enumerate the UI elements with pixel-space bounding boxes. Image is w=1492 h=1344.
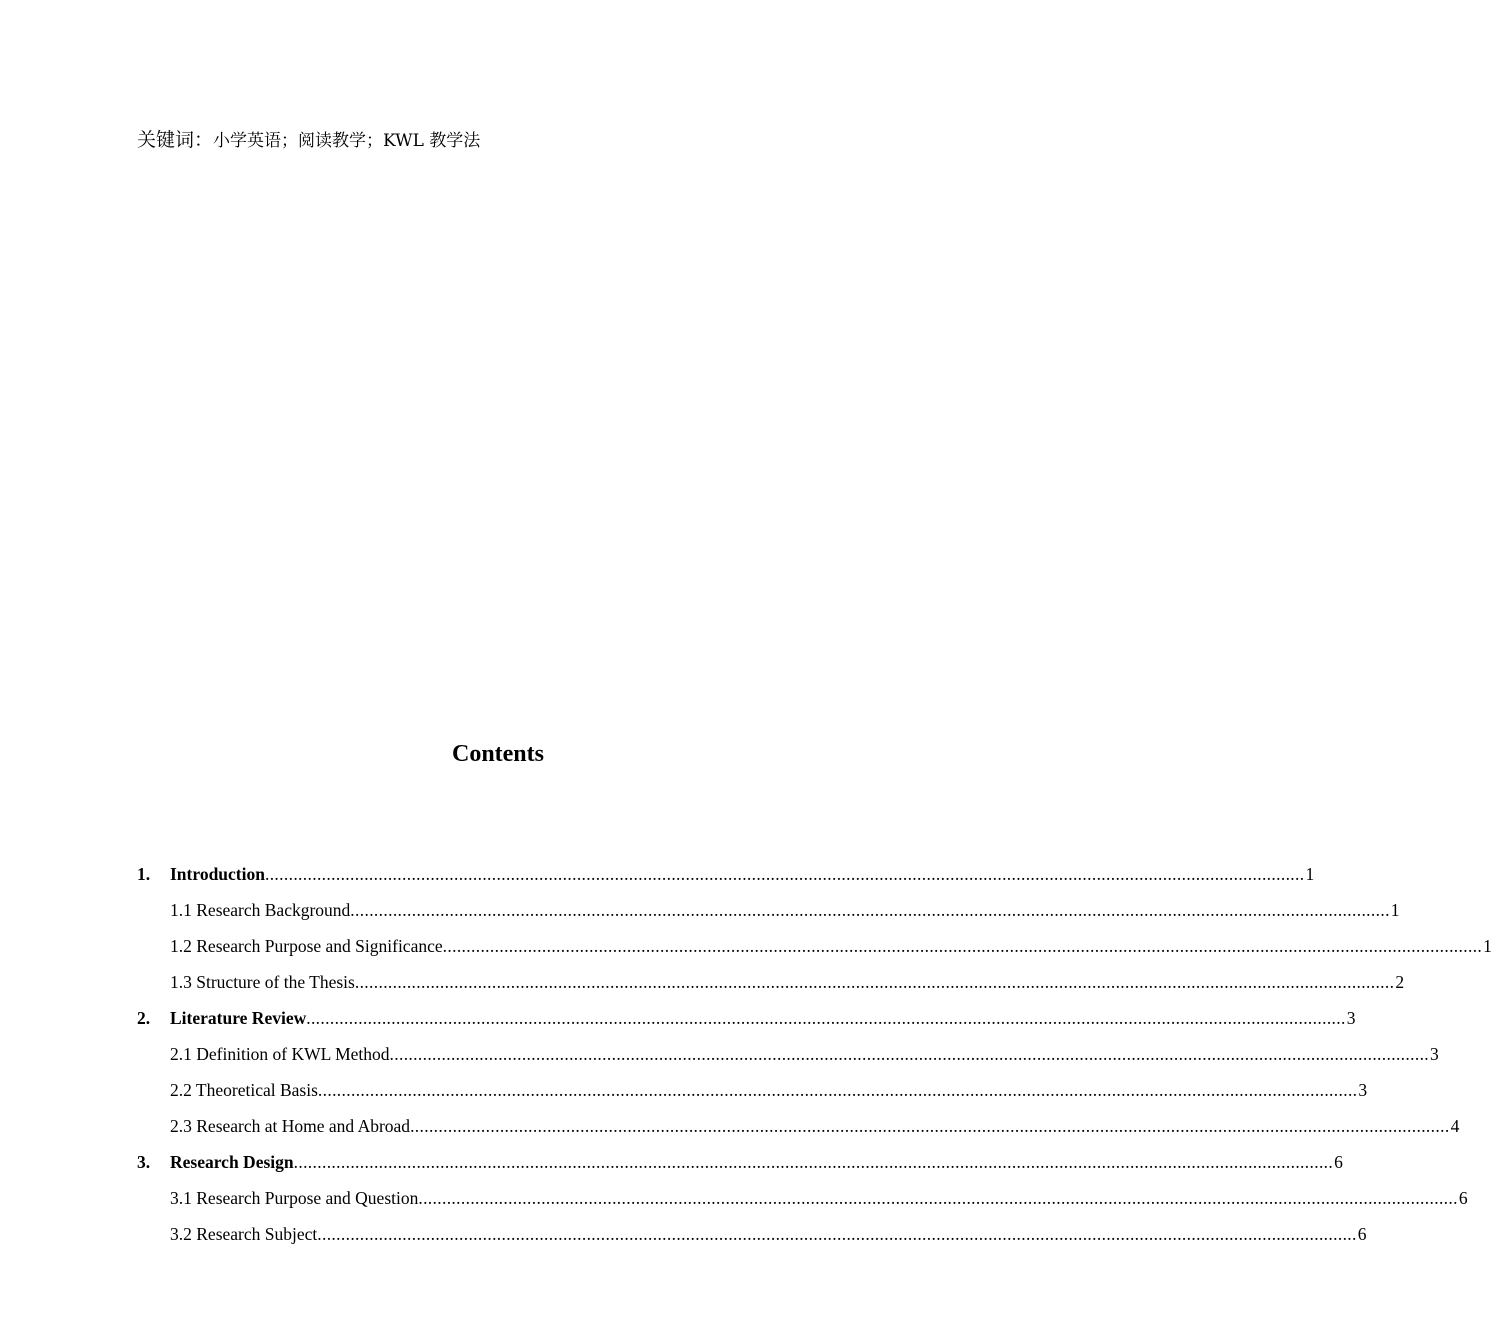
- toc-dot-leader: ............................................................................................................................................................................................................................: [418, 1188, 1458, 1208]
- toc-dot-leader: ............................................................................................................................................................................................................................: [317, 1224, 1357, 1244]
- toc-entry[interactable]: [137, 1108, 1460, 1144]
- toc-entry[interactable]: [137, 1216, 1367, 1252]
- toc-dot-leader: ............................................................................................................................................................................................................................: [442, 936, 1483, 956]
- toc-entry-label: Research Design: [170, 1152, 294, 1172]
- toc-entry[interactable]: [137, 1180, 1468, 1216]
- toc-entry-label: 3.2 Research Subject: [170, 1224, 318, 1244]
- toc-entry-page-number: 1: [1305, 864, 1315, 884]
- toc-entry[interactable]: [137, 1000, 1356, 1036]
- contents-title: Contents: [451, 741, 544, 767]
- keywords-label: 关键词：: [137, 129, 214, 151]
- toc-entry-label: 2.3 Research at Home and Abroad: [170, 1116, 411, 1136]
- toc-dot-leader: ............................................................................................................................................................................................................................: [350, 900, 1390, 920]
- toc-entry-label: Literature Review: [170, 1008, 307, 1028]
- toc-entry-number: 2.: [137, 1008, 151, 1028]
- toc-entry[interactable]: [137, 1036, 1439, 1072]
- table-of-contents: [137, 856, 1492, 1252]
- toc-entry[interactable]: [137, 1072, 1368, 1108]
- toc-entry[interactable]: [137, 856, 1315, 892]
- toc-entry-label: 1.3 Structure of the Thesis: [170, 972, 355, 992]
- toc-entry-page-number: 3: [1358, 1080, 1368, 1100]
- toc-entry-label: Introduction: [170, 864, 265, 884]
- toc-entry[interactable]: [137, 928, 1492, 964]
- toc-entry-page-number: 2: [1395, 972, 1405, 992]
- toc-entry-label: 2.2 Theoretical Basis: [170, 1080, 318, 1100]
- toc-dot-leader: ............................................................................................................................................................................................................................: [306, 1008, 1346, 1028]
- toc-dot-leader: ............................................................................................................................................................................................................................: [389, 1044, 1430, 1064]
- toc-entry-number: 3.: [137, 1152, 151, 1172]
- toc-entry-page-number: 1: [1390, 900, 1400, 920]
- toc-dot-leader: ............................................................................................................................................................................................................................: [354, 972, 1395, 992]
- keywords-text: 小学英语；阅读教学；KWL 教学法: [213, 131, 481, 151]
- keywords-line: [137, 126, 480, 155]
- toc-entry[interactable]: [137, 964, 1405, 1000]
- toc-entry-page-number: 4: [1450, 1116, 1460, 1136]
- toc-entry[interactable]: [137, 1144, 1343, 1180]
- toc-entry-page-number: 3: [1346, 1008, 1356, 1028]
- toc-entry-label: 1.1 Research Background: [170, 900, 351, 920]
- toc-entry-page-number: 6: [1458, 1188, 1468, 1208]
- toc-dot-leader: ............................................................................................................................................................................................................................: [293, 1152, 1334, 1172]
- toc-entry-page-number: 3: [1430, 1044, 1439, 1064]
- toc-entry-label: 1.2 Research Purpose and Significance: [170, 936, 443, 956]
- toc-entry-label: 2.1 Definition of KWL Method: [170, 1044, 390, 1064]
- toc-entry-page-number: 6: [1357, 1224, 1367, 1244]
- toc-dot-leader: ............................................................................................................................................................................................................................: [317, 1080, 1358, 1100]
- toc-entry-label: 3.1 Research Purpose and Question: [170, 1188, 419, 1208]
- toc-entry-page-number: 6: [1334, 1152, 1343, 1172]
- toc-entry-page-number: 1: [1483, 936, 1492, 956]
- toc-entry-number: 1.: [137, 864, 151, 884]
- toc-dot-leader: ............................................................................................................................................................................................................................: [264, 864, 1305, 884]
- toc-entry[interactable]: [137, 892, 1400, 928]
- toc-dot-leader: ............................................................................................................................................................................................................................: [410, 1116, 1450, 1136]
